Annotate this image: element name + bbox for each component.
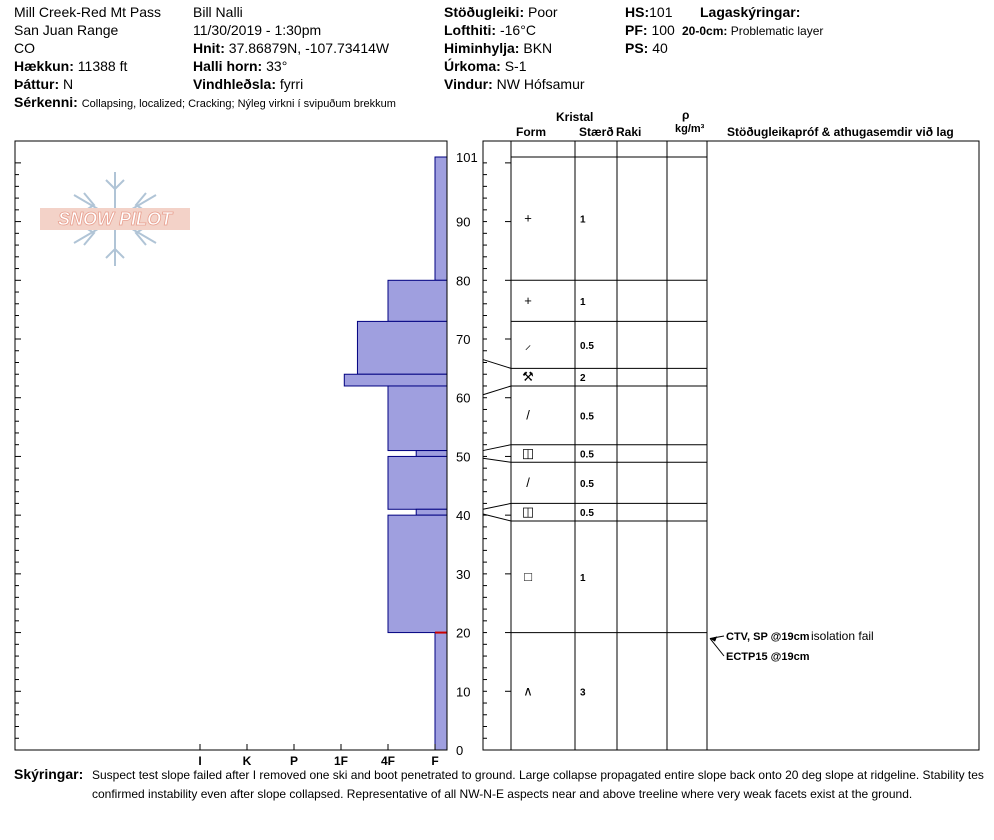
wind-label: Vindur:: [444, 76, 493, 92]
logo-text: SNOW PILOT: [58, 209, 172, 229]
grain-form-icon-5: ◫: [521, 445, 535, 461]
col-crystal: Kristal: [556, 110, 594, 124]
height-tick-label: 50: [456, 449, 471, 465]
hardness-bar-2: [357, 321, 447, 374]
footer-line1: Suspect test slope failed after I removed one ski and boot penetrated to ground. Large collapse propagated entire slope back onto 20 deg slope at ridgeline. Stability tes: [92, 768, 984, 782]
test-note-0: isolation fail: [811, 629, 874, 643]
hs-value: 101: [649, 4, 673, 20]
grain-size-4: 0.5: [580, 411, 594, 423]
coords-value: 37.86879N, -107.73414W: [228, 40, 390, 56]
layer-connector: [483, 503, 511, 509]
grain-size-8: 1: [580, 572, 586, 584]
grain-size-6: 0.5: [580, 478, 594, 490]
hs-label: HS:: [625, 4, 650, 20]
stability-label: Stöðugleiki:: [444, 4, 525, 20]
hardness-tick-label: 1F: [333, 754, 349, 768]
hardness-bar-9: [435, 633, 447, 750]
footer-line2: confirmed instability even after slope collapsed. Representative of all NW-N-E aspects near and above treeline where very weak facets exist at the ground.: [92, 787, 913, 801]
height-tick-label: 0: [456, 743, 464, 758]
grain-size-7: 0.5: [580, 508, 594, 520]
hardness-bar-1: [388, 280, 447, 321]
height-tick-label: 40: [456, 508, 471, 524]
grain-form-icon-3: ⚒: [522, 369, 534, 385]
col-form: Form: [516, 125, 546, 139]
location: Mill Creek-Red Mt Pass: [14, 4, 162, 20]
hardness-bar-5: [416, 451, 447, 457]
col-tests: Stöðugleikapróf & athugasemdir við lag: [727, 125, 954, 139]
layer-connector: [483, 445, 511, 451]
height-tick-label: 70: [456, 332, 471, 348]
grain-form-icon-0: +: [524, 210, 532, 226]
hardness-tick-label: F: [431, 754, 439, 768]
observer: Bill Nalli: [193, 4, 243, 20]
col-moisture: Raki: [616, 125, 642, 139]
grain-form-icon-6: /: [526, 474, 530, 490]
grain-form-icon-1: +: [524, 292, 532, 308]
hardness-bar-6: [388, 456, 447, 509]
precip-label: Úrkoma:: [444, 58, 501, 74]
layer-connector: [483, 386, 511, 395]
hardness-plot-frame: [15, 141, 447, 750]
wind-loading-label: Vindhleðsla:: [193, 76, 276, 92]
stability-value: Poor: [528, 4, 558, 20]
wind-loading-value: fyrri: [279, 76, 304, 92]
hardness-tick-label: P: [289, 754, 299, 768]
test-arrow-icon: [710, 636, 717, 641]
layer-notes-label: Lagaskýringar:: [700, 4, 801, 20]
grain-form-icon-8: □: [524, 568, 532, 584]
hardness-bar-7: [416, 509, 447, 515]
aspect-label: Þáttur:: [14, 76, 60, 92]
hardness-tick-label: 4F: [380, 754, 396, 768]
layer-note-text: Problematic layer: [730, 24, 824, 38]
slope-label: Halli horn:: [193, 58, 263, 74]
grain-size-1: 1: [580, 296, 586, 308]
air-temp-label: Lofthiti:: [444, 22, 497, 38]
elevation-label: Hækkun:: [14, 58, 74, 74]
layer-connector: [483, 360, 511, 369]
ps-label: PS:: [625, 40, 649, 56]
grain-size-3: 2: [580, 373, 586, 385]
grain-size-5: 0.5: [580, 449, 594, 461]
test-code-1: ECTP15 @19cm: [726, 651, 810, 663]
hardness-bar-4: [388, 386, 447, 451]
aspect-value: N: [63, 76, 74, 92]
state: CO: [14, 40, 35, 56]
height-tick-label: 80: [456, 273, 471, 289]
wind-value: NW Hófsamur: [496, 76, 585, 92]
air-temp-value: -16°C: [499, 22, 536, 38]
snowpilot-logo: [40, 172, 190, 266]
pf-label: PF:: [625, 22, 648, 38]
datetime: 11/30/2019 - 1:30pm: [193, 22, 322, 38]
height-tick-label: 60: [456, 390, 471, 406]
pf-value: 100: [651, 22, 675, 38]
layer-connector: [483, 458, 511, 462]
slope-value: 33°: [266, 58, 288, 74]
hardness-bar-3: [344, 374, 447, 386]
features-label: Sérkenni:: [14, 94, 78, 110]
hardness-tick-label: K: [242, 754, 252, 768]
hardness-bar-8: [388, 515, 447, 632]
grain-size-2: 0.5: [580, 340, 594, 352]
test-code-0: CTV, SP @19cm: [726, 631, 810, 643]
col-size: Stærð: [579, 125, 614, 139]
grain-size-0: 1: [580, 214, 586, 226]
grain-form-icon-4: /: [526, 407, 530, 423]
height-tick-label: 10: [456, 684, 471, 700]
height-tick-label: 30: [456, 566, 471, 582]
hardness-tick-label: I: [198, 754, 202, 768]
layer-note-depth: 20-0cm:: [682, 24, 728, 38]
height-tick-label: 90: [456, 214, 471, 230]
sky-value: BKN: [523, 40, 553, 56]
height-tick-label: 101: [456, 150, 478, 165]
precip-value: S-1: [504, 58, 527, 74]
grain-form-icon-7: ◫: [521, 504, 535, 520]
range: San Juan Range: [14, 22, 119, 38]
sky-label: Himinhylja:: [444, 40, 520, 56]
grain-form-icon-2: ⸝: [524, 336, 532, 352]
ps-value: 40: [652, 40, 668, 56]
elevation-value: 11388 ft: [77, 58, 128, 74]
test-leader-line: [710, 638, 724, 656]
height-tick-label: 20: [456, 625, 471, 641]
grain-form-icon-9: ∧: [523, 683, 533, 699]
coords-label: Hnit:: [193, 40, 225, 56]
grain-size-9: 3: [580, 687, 586, 699]
footer-label: Skýringar:: [14, 766, 84, 782]
col-density-unit: kg/m³: [675, 123, 705, 135]
col-rho: ρ: [682, 108, 690, 122]
features-value: Collapsing, localized; Cracking; Nýleg virkni í svipuðum brekkum: [81, 98, 396, 110]
hardness-bar-0: [435, 157, 447, 280]
